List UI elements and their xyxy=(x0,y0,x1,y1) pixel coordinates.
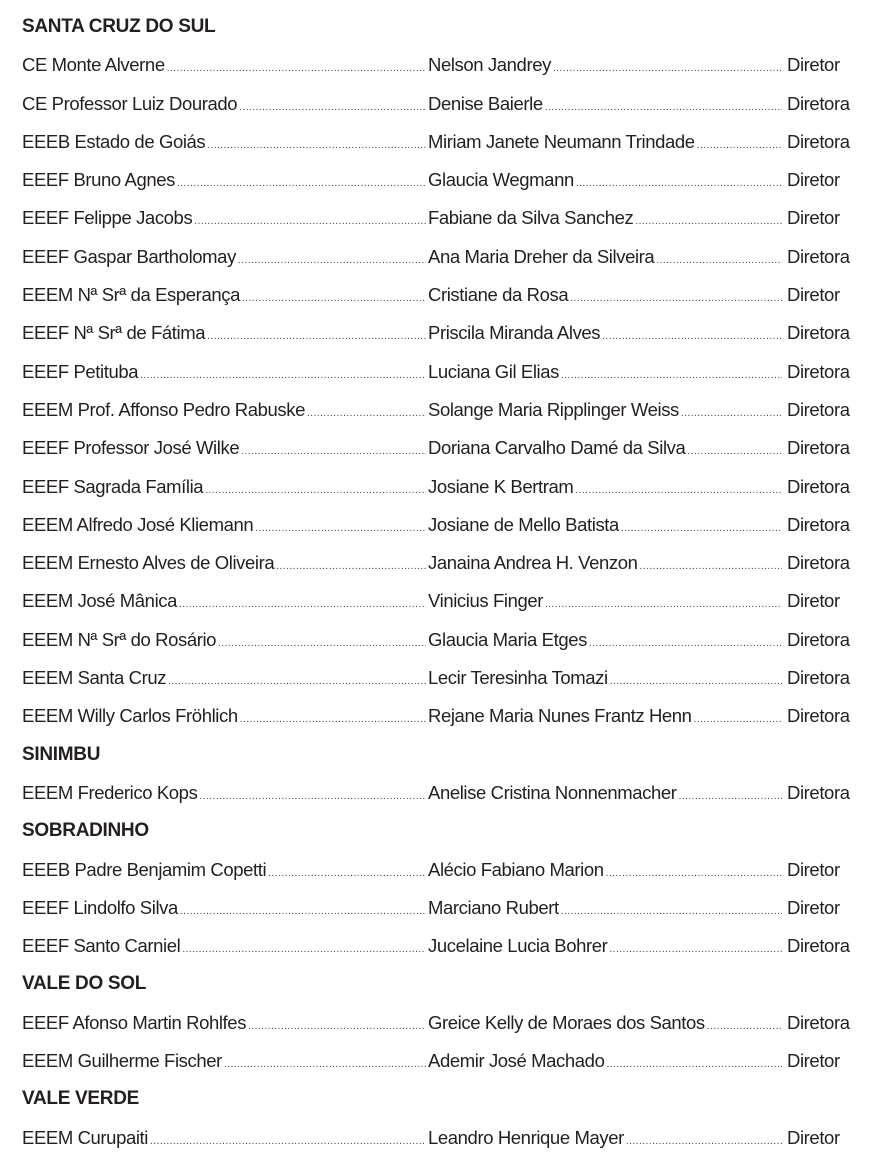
school-name: EEEB Padre Benjamim Copetti xyxy=(22,858,267,880)
dot-leader xyxy=(602,318,782,356)
person-name: Fabiane da Silva Sanchez xyxy=(428,207,634,229)
school-name: EEEF Afonso Martin Rohlfes xyxy=(22,1011,247,1033)
school-name: EEEF Lindolfo Silva xyxy=(22,896,178,918)
person-name: Nelson Jandrey xyxy=(428,54,551,76)
person-cell xyxy=(428,506,784,548)
city-heading: VALE DO SOL xyxy=(22,973,147,995)
person-name: Josiane K Bertram xyxy=(428,475,574,497)
school-name: EEEF Felippe Jacobs xyxy=(22,207,193,229)
dot-leader xyxy=(687,433,782,471)
person-cell xyxy=(428,429,784,471)
directory-row xyxy=(22,123,862,161)
directory-row xyxy=(22,697,862,735)
person-cell xyxy=(428,314,784,356)
person-cell xyxy=(428,544,784,586)
directory-row xyxy=(22,544,862,582)
dot-leader xyxy=(218,625,426,663)
city-heading: SINIMBU xyxy=(22,743,101,765)
city-heading: SANTA CRUZ DO SUL xyxy=(22,16,216,37)
role-label: Diretor xyxy=(787,858,840,880)
school-cell xyxy=(22,582,428,624)
dot-leader xyxy=(207,127,426,165)
school-cell xyxy=(22,697,428,739)
directory-row xyxy=(22,391,862,429)
directory-row xyxy=(22,1119,862,1157)
school-name: EEEF Professor José Wilke xyxy=(22,437,240,459)
dot-leader xyxy=(609,931,782,969)
person-cell xyxy=(428,621,784,663)
dot-leader xyxy=(553,50,782,88)
directory-row xyxy=(22,927,862,965)
person-cell xyxy=(428,774,784,816)
person-cell xyxy=(428,391,784,433)
dot-leader xyxy=(255,510,426,548)
school-cell xyxy=(22,1042,428,1084)
dot-leader xyxy=(242,280,426,318)
school-name: CE Professor Luiz Dourado xyxy=(22,92,238,114)
dot-leader xyxy=(179,586,426,624)
school-name: EEEF Sagrada Família xyxy=(22,475,204,497)
directory-row xyxy=(22,314,862,352)
person-cell xyxy=(428,1042,784,1084)
person-name: Cristiane da Rosa xyxy=(428,284,569,306)
dot-leader xyxy=(199,778,426,816)
person-name: Leandro Henrique Mayer xyxy=(428,1126,624,1148)
dot-leader xyxy=(180,893,426,931)
dot-leader xyxy=(177,165,426,203)
directory-row xyxy=(22,161,862,199)
dot-leader xyxy=(140,357,426,395)
role-label: Diretor xyxy=(787,169,840,191)
directory-row xyxy=(22,889,862,927)
school-cell xyxy=(22,85,428,127)
role-label: Diretor xyxy=(787,896,840,918)
person-name: Ademir José Machado xyxy=(428,1050,605,1072)
person-name: Vinicius Finger xyxy=(428,590,543,612)
person-cell xyxy=(428,1119,784,1161)
dot-leader xyxy=(561,357,782,395)
school-cell xyxy=(22,544,428,586)
role-label: Diretor xyxy=(787,284,840,306)
dot-leader xyxy=(606,855,782,893)
person-name: Josiane de Mello Batista xyxy=(428,513,619,535)
person-name: Marciano Rubert xyxy=(428,896,559,918)
person-cell xyxy=(428,238,784,280)
person-cell xyxy=(428,353,784,395)
dot-leader xyxy=(307,395,426,433)
person-cell xyxy=(428,927,784,969)
school-cell xyxy=(22,199,428,241)
school-name: EEEM Alfredo José Kliemann xyxy=(22,513,254,535)
directory-row xyxy=(22,85,862,123)
school-name: EEEM José Mânica xyxy=(22,590,178,612)
directory-row xyxy=(22,276,862,314)
school-cell xyxy=(22,1119,428,1161)
role-label: Diretora xyxy=(787,935,850,957)
dot-leader xyxy=(268,855,426,893)
school-name: EEEM Ernesto Alves de Oliveira xyxy=(22,552,275,574)
role-label: Diretora xyxy=(787,92,850,114)
person-cell xyxy=(428,85,784,127)
person-cell xyxy=(428,1004,784,1046)
directory-row xyxy=(22,506,862,544)
role-label: Diretora xyxy=(787,667,850,689)
dot-leader xyxy=(575,472,782,510)
role-label: Diretora xyxy=(787,513,850,535)
dot-leader xyxy=(561,893,782,931)
dot-leader xyxy=(182,931,426,969)
school-cell xyxy=(22,429,428,471)
school-name: EEEM Nª Srª do Rosário xyxy=(22,628,217,650)
role-label: Diretora xyxy=(787,628,850,650)
school-cell xyxy=(22,123,428,165)
role-label: Diretor xyxy=(787,207,840,229)
role-label: Diretor xyxy=(787,590,840,612)
school-cell xyxy=(22,1004,428,1046)
person-name: Rejane Maria Nunes Frantz Henn xyxy=(428,705,692,727)
school-cell xyxy=(22,621,428,663)
dot-leader xyxy=(238,242,426,280)
dot-leader xyxy=(589,625,782,663)
school-cell xyxy=(22,46,428,88)
school-cell xyxy=(22,927,428,969)
person-name: Jucelaine Lucia Bohrer xyxy=(428,935,608,957)
directory-row xyxy=(22,582,862,620)
person-name: Ana Maria Dreher da Silveira xyxy=(428,245,655,267)
dot-leader xyxy=(635,203,782,241)
role-label: Diretora xyxy=(787,245,850,267)
person-cell xyxy=(428,123,784,165)
role-label: Diretora xyxy=(787,130,850,152)
directory-row xyxy=(22,774,862,812)
role-label: Diretora xyxy=(787,475,850,497)
dot-leader xyxy=(241,433,426,471)
person-cell xyxy=(428,468,784,510)
person-cell xyxy=(428,46,784,88)
role-label: Diretora xyxy=(787,705,850,727)
role-label: Diretor xyxy=(787,1050,840,1072)
person-cell xyxy=(428,889,784,931)
dot-leader xyxy=(656,242,782,280)
dot-leader xyxy=(207,318,426,356)
dot-leader xyxy=(681,395,782,433)
school-name: EEEF Santo Carniel xyxy=(22,935,181,957)
school-name: EEEF Gaspar Bartholomay xyxy=(22,245,236,267)
person-name: Luciana Gil Elias xyxy=(428,360,559,382)
directory-row xyxy=(22,621,862,659)
role-label: Diretora xyxy=(787,398,850,420)
dot-leader xyxy=(545,586,782,624)
person-name: Anelise Cristina Nonnenmacher xyxy=(428,781,677,803)
person-name: Miriam Janete Neumann Trindade xyxy=(428,130,695,152)
person-cell xyxy=(428,851,784,893)
school-name: EEEF Nª Srª de Fátima xyxy=(22,322,206,344)
school-cell xyxy=(22,391,428,433)
person-cell xyxy=(428,659,784,701)
dot-leader xyxy=(679,778,782,816)
directory-row xyxy=(22,46,862,84)
dot-leader xyxy=(167,50,426,88)
person-cell xyxy=(428,582,784,624)
directory-row xyxy=(22,238,862,276)
school-cell xyxy=(22,161,428,203)
school-name: EEEF Bruno Agnes xyxy=(22,169,175,191)
dot-leader xyxy=(707,1008,782,1046)
dot-leader xyxy=(606,1046,782,1084)
dot-leader xyxy=(697,127,782,165)
dot-leader xyxy=(248,1008,426,1046)
dot-leader xyxy=(240,701,426,739)
directory-row xyxy=(22,1004,862,1042)
person-name: Solange Maria Ripplinger Weiss xyxy=(428,398,679,420)
school-name: CE Monte Alverne xyxy=(22,54,165,76)
role-label: Diretor xyxy=(787,1126,840,1148)
school-directory xyxy=(22,8,862,1157)
person-name: Janaina Andrea H. Venzon xyxy=(428,552,638,574)
role-label: Diretor xyxy=(787,54,840,76)
dot-leader xyxy=(639,548,782,586)
dot-leader xyxy=(224,1046,426,1084)
person-cell xyxy=(428,697,784,739)
directory-row xyxy=(22,659,862,697)
dot-leader xyxy=(545,89,782,127)
city-heading: VALE VERDE xyxy=(22,1088,140,1110)
person-cell xyxy=(428,199,784,241)
dot-leader xyxy=(205,472,426,510)
person-name: Lecir Teresinha Tomazi xyxy=(428,667,608,689)
dot-leader xyxy=(239,89,426,127)
directory-row xyxy=(22,199,862,237)
role-label: Diretora xyxy=(787,552,850,574)
person-cell xyxy=(428,161,784,203)
directory-row xyxy=(22,851,862,889)
school-cell xyxy=(22,506,428,548)
dot-leader xyxy=(610,663,782,701)
directory-row xyxy=(22,353,862,391)
person-name: Glaucia Wegmann xyxy=(428,169,574,191)
dot-leader xyxy=(621,510,782,548)
role-label: Diretora xyxy=(787,322,850,344)
person-name: Glaucia Maria Etges xyxy=(428,628,587,650)
school-cell xyxy=(22,659,428,701)
dot-leader xyxy=(194,203,426,241)
school-cell xyxy=(22,276,428,318)
school-cell xyxy=(22,774,428,816)
role-label: Diretora xyxy=(787,437,850,459)
school-cell xyxy=(22,238,428,280)
city-heading: SOBRADINHO xyxy=(22,820,149,842)
dot-leader xyxy=(576,165,782,203)
school-name: EEEF Petituba xyxy=(22,360,139,382)
school-cell xyxy=(22,468,428,510)
directory-row xyxy=(22,429,862,467)
school-name: EEEM Guilherme Fischer xyxy=(22,1050,222,1072)
school-cell xyxy=(22,353,428,395)
school-cell xyxy=(22,314,428,356)
school-name: EEEM Santa Cruz xyxy=(22,667,167,689)
role-label: Diretora xyxy=(787,360,850,382)
school-cell xyxy=(22,889,428,931)
person-name: Alécio Fabiano Marion xyxy=(428,858,604,880)
role-label: Diretora xyxy=(787,1011,850,1033)
person-name: Denise Baierle xyxy=(428,92,543,114)
person-name: Greice Kelly de Moraes dos Santos xyxy=(428,1011,705,1033)
directory-row xyxy=(22,468,862,506)
school-name: EEEM Curupaiti xyxy=(22,1126,149,1148)
school-name: EEEM Frederico Kops xyxy=(22,781,198,803)
dot-leader xyxy=(694,701,782,739)
dot-leader xyxy=(150,1123,426,1161)
person-name: Doriana Carvalho Damé da Silva xyxy=(428,437,686,459)
person-cell xyxy=(428,276,784,318)
role-label: Diretora xyxy=(787,781,850,803)
school-name: EEEM Nª Srª da Esperança xyxy=(22,284,240,306)
dot-leader xyxy=(626,1123,782,1161)
school-name: EEEM Prof. Affonso Pedro Rabuske xyxy=(22,398,306,420)
school-name: EEEM Willy Carlos Fröhlich xyxy=(22,705,238,727)
school-name: EEEB Estado de Goiás xyxy=(22,130,206,152)
school-cell xyxy=(22,851,428,893)
dot-leader xyxy=(276,548,426,586)
directory-row xyxy=(22,1042,862,1080)
dot-leader xyxy=(570,280,782,318)
person-name: Priscila Miranda Alves xyxy=(428,322,601,344)
dot-leader xyxy=(168,663,426,701)
